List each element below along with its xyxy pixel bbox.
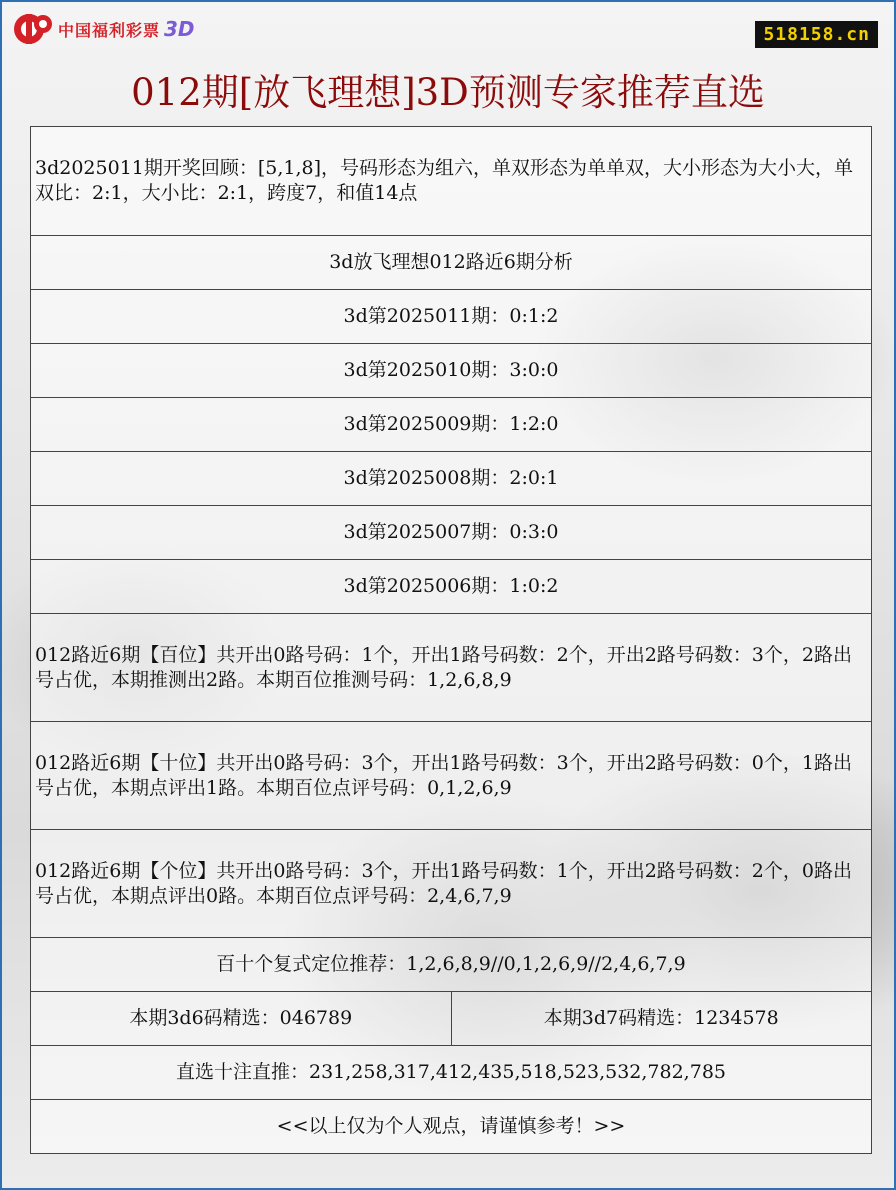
history-row: 3d第2025008期：2:0:1: [31, 452, 872, 506]
table-row: [31, 992, 872, 1046]
six-code-pick: 本期3d6码精选：046789: [31, 992, 452, 1046]
table-row: [31, 290, 872, 344]
table-row: [31, 398, 872, 452]
history-row: 3d第2025010期：3:0:0: [31, 344, 872, 398]
table-row: [31, 938, 872, 992]
table-row: [31, 830, 872, 938]
page-title: 012期[放飞理想]3D预测专家推荐直选: [131, 71, 765, 114]
table-row: [31, 1100, 872, 1154]
tens-analysis: 012路近6期【十位】共开出0路号码：3个，开出1路号码数：3个，开出2路号码数：0个，1路出号占优，本期点评出1路。本期百位点评号码：0,1,2,6,9: [31, 722, 872, 830]
table-row: [31, 127, 872, 236]
table-row: [31, 236, 872, 290]
table-row: [31, 1046, 872, 1100]
lottery-logo-icon: [12, 12, 56, 46]
logo-3d: 3D: [164, 17, 195, 41]
table-row: [31, 614, 872, 722]
table-row: [31, 560, 872, 614]
history-row: 3d第2025007期：0:3:0: [31, 506, 872, 560]
table-row: [31, 452, 872, 506]
prediction-table: [30, 126, 872, 1154]
table-row: [31, 344, 872, 398]
seven-code-pick: 本期3d7码精选：1234578: [451, 992, 872, 1046]
draw-recap: 3d2025011期开奖回顾：[5,1,8]，号码形态为组六，单双形态为单单双，大小形态为大小大，单双比：2:1，大小比：2:1，跨度7，和值14点: [31, 127, 872, 236]
table-row: [31, 506, 872, 560]
history-row: 3d第2025009期：1:2:0: [31, 398, 872, 452]
analysis-title: 3d放飞理想012路近6期分析: [31, 236, 872, 290]
lottery-logo: [12, 12, 195, 46]
history-row: 3d第2025006期：1:0:2: [31, 560, 872, 614]
site-badge[interactable]: 518158.cn: [755, 21, 878, 48]
logo-text: 中国福利彩票: [58, 20, 161, 40]
history-row: 3d第2025011期：0:1:2: [31, 290, 872, 344]
direct-ten-picks: 直选十注直推：231,258,317,412,435,518,523,532,782,785: [31, 1046, 872, 1100]
units-analysis: 012路近6期【个位】共开出0路号码：3个，开出1路号码数：1个，开出2路号码数：2个，0路出号占优，本期点评出0路。本期百位点评号码：2,4,6,7,9: [31, 830, 872, 938]
composite-recommendation: 百十个复式定位推荐：1,2,6,8,9//0,1,2,6,9//2,4,6,7,9: [31, 938, 872, 992]
hundreds-analysis: 012路近6期【百位】共开出0路号码：1个，开出1路号码数：2个，开出2路号码数：3个，2路出号占优，本期推测出2路。本期百位推测号码：1,2,6,8,9: [31, 614, 872, 722]
disclaimer: <<以上仅为个人观点，请谨慎参考！>>: [31, 1100, 872, 1154]
table-row: [31, 722, 872, 830]
